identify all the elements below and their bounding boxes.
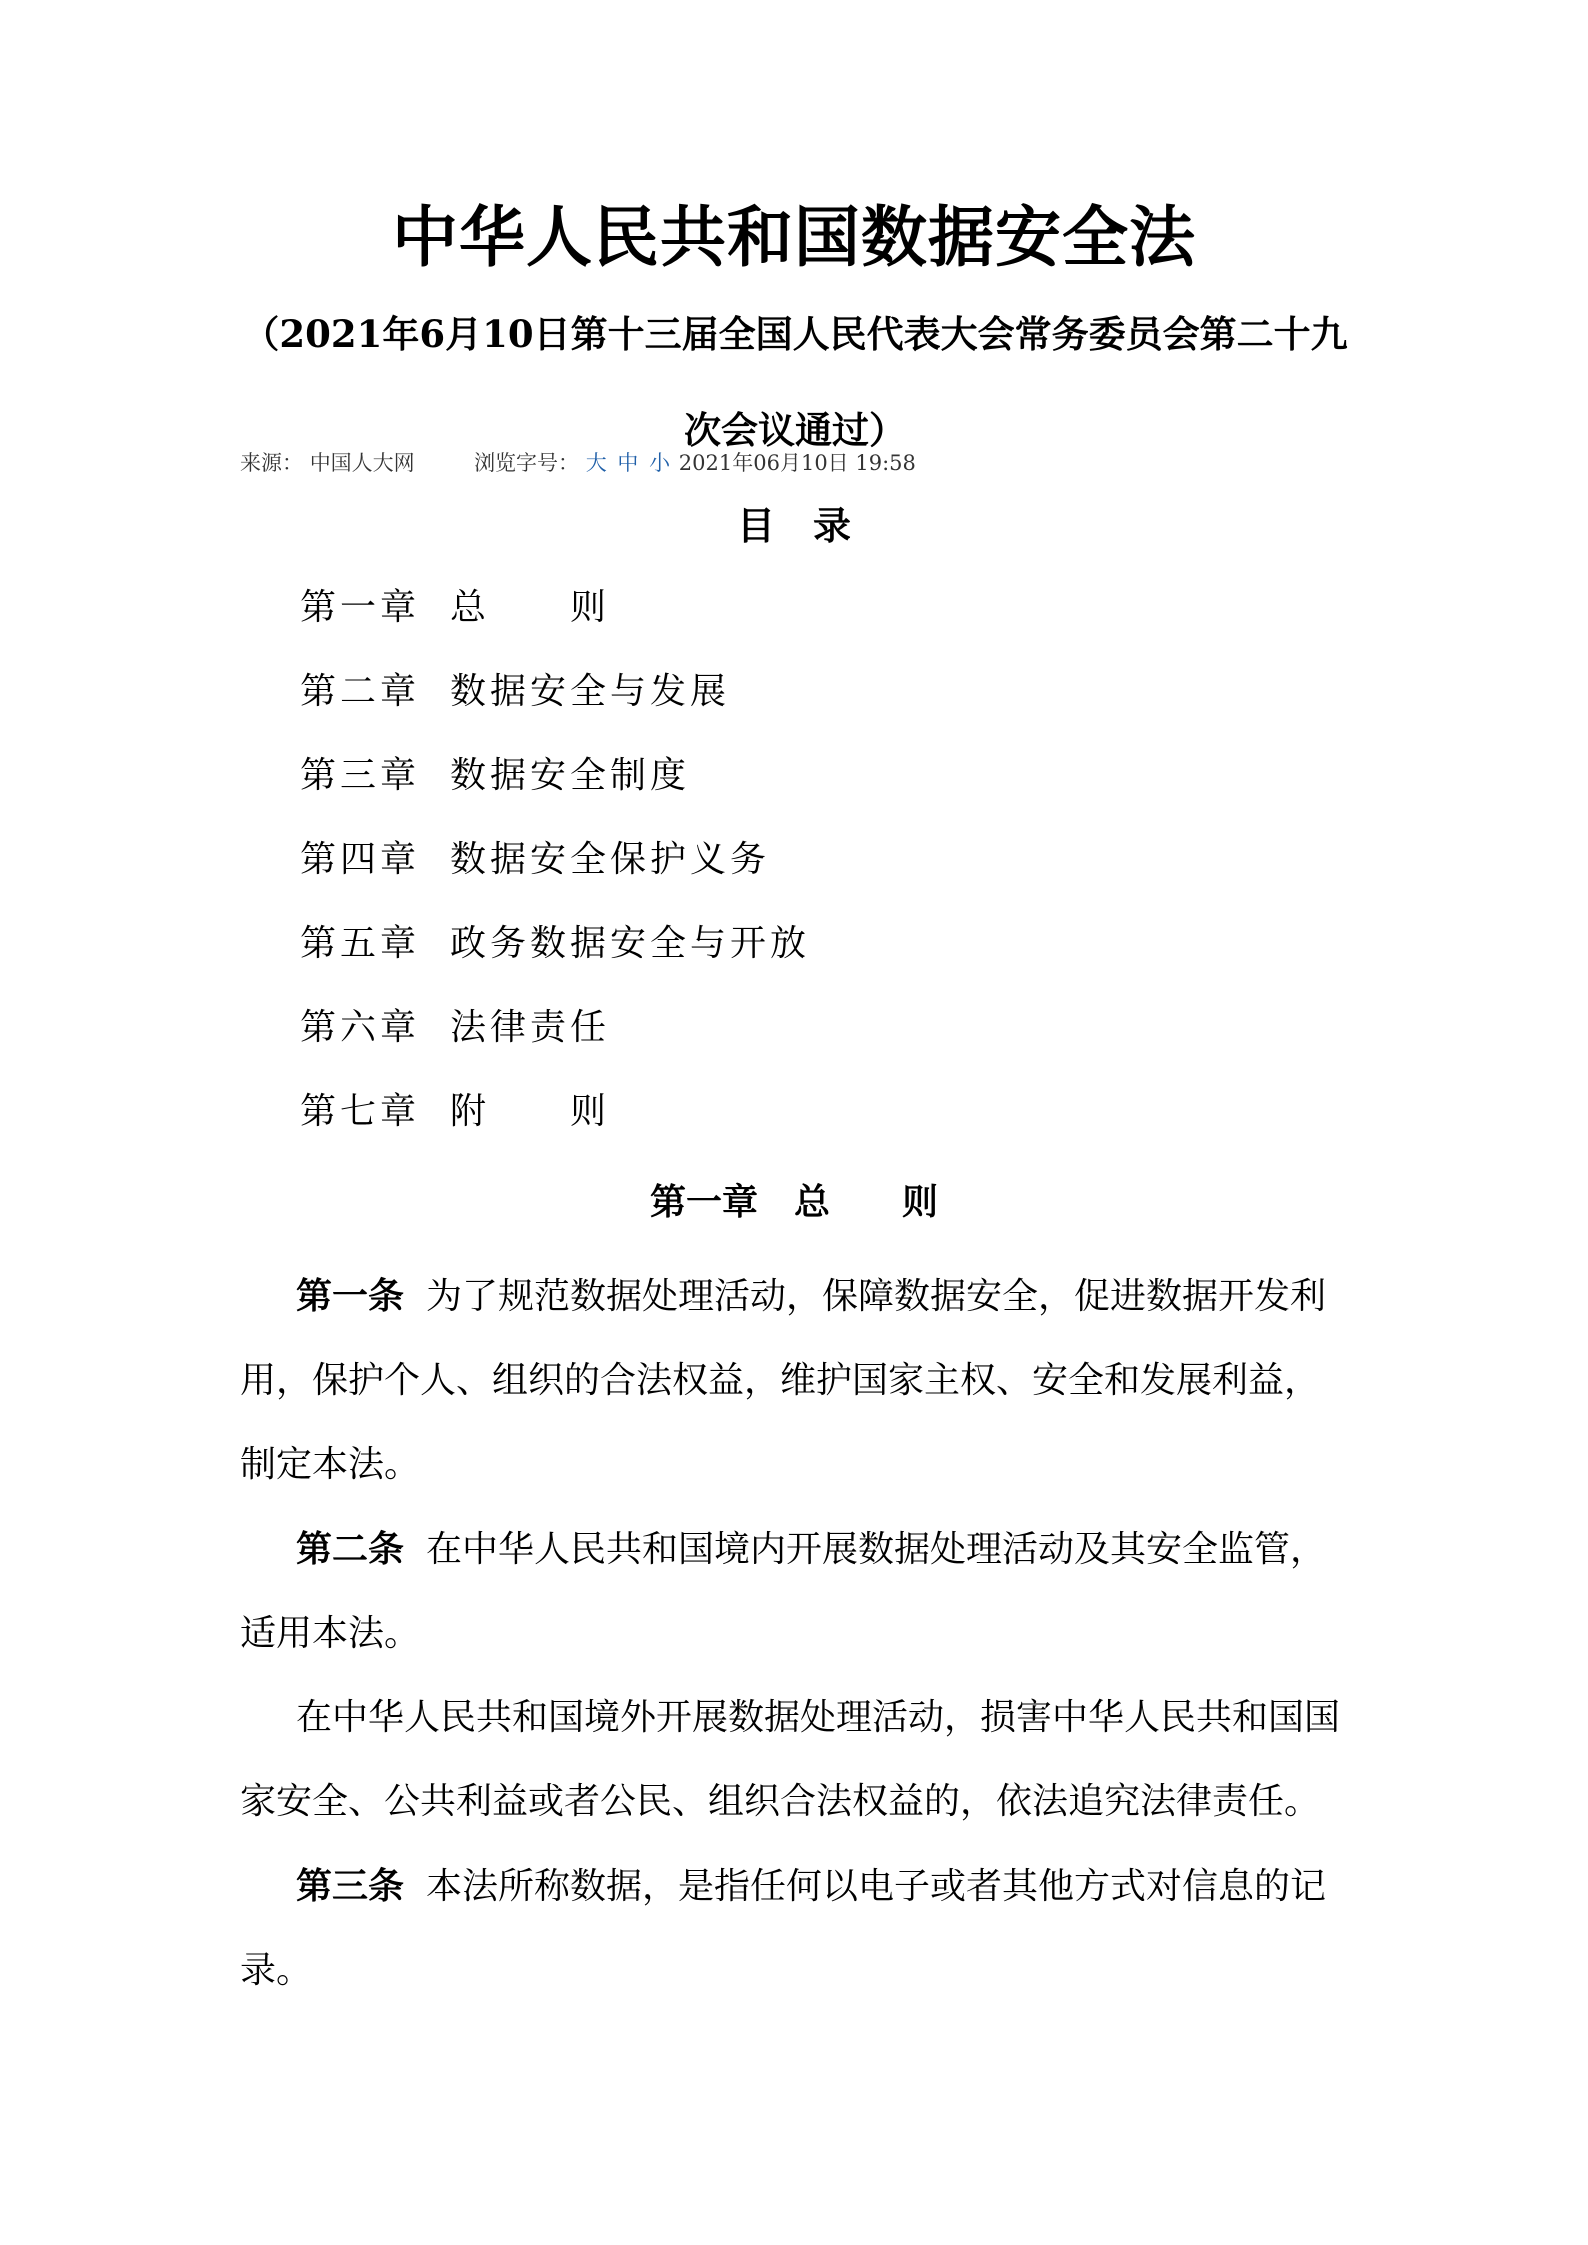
source-meta-line <box>240 448 916 478</box>
toc-chapter-name: 附 则 <box>450 1091 611 1132</box>
document-title: 中华人民共和国数据安全法 <box>392 198 1196 276</box>
toc-chapter-number: 第六章 <box>300 1007 421 1048</box>
article-text: 为了规范数据处理活动，保障数据安全，促进数据开发利用，保护个人、组织的合法权益，维护国家主权、安全和发展利益，制定本法。 <box>240 1276 1327 1485</box>
source-value: 中国人大网 <box>309 451 415 475</box>
toc-item <box>300 578 810 662</box>
toc-chapter-number: 第一章 <box>300 587 421 628</box>
article-text: 本法所称数据，是指任何以电子或者其他方式对信息的记录。 <box>240 1866 1327 1991</box>
article-paragraph <box>240 1254 1355 1507</box>
article-text: 在中华人民共和国境外开展数据处理活动，损害中华人民共和国国家安全、公共利益或者公民、组织合法权益的，依法追究法律责任。 <box>240 1697 1341 1822</box>
toc-item <box>300 830 810 914</box>
document-subtitle: （2021年6月10日第十三届全国人民代表大会常务委员会第二十九次会议通过） <box>242 312 1348 452</box>
article-number: 第三条 <box>296 1865 405 1907</box>
toc-chapter-number: 第三章 <box>300 755 421 796</box>
font-size-options[interactable]: 大 中 小 <box>585 451 673 475</box>
chapter-heading: 第一章 总 则 <box>649 1181 938 1223</box>
table-of-contents <box>300 578 810 1166</box>
toc-chapter-name: 总 则 <box>450 587 611 628</box>
toc-chapter-number: 第五章 <box>300 923 421 964</box>
source-label: 来源： <box>240 451 303 475</box>
chapter-body <box>240 1254 1355 2013</box>
toc-item <box>300 662 810 746</box>
toc-chapter-number: 第四章 <box>300 839 421 880</box>
font-size-label: 浏览字号： <box>474 451 580 475</box>
article-number: 第二条 <box>296 1528 405 1570</box>
article-paragraph <box>240 1507 1355 1676</box>
toc-chapter-name: 数据安全制度 <box>450 755 691 796</box>
toc-item <box>300 998 810 1082</box>
toc-chapter-number: 第二章 <box>300 671 421 712</box>
toc-chapter-name: 法律责任 <box>450 1007 611 1048</box>
toc-item <box>300 914 810 998</box>
toc-heading: 目 录 <box>736 503 851 548</box>
publish-datetime: 2021年06月10日 19:58 <box>678 451 916 475</box>
toc-item <box>300 1082 810 1166</box>
article-number: 第一条 <box>296 1275 405 1317</box>
toc-chapter-name: 政务数据安全与开放 <box>450 923 811 964</box>
article-paragraph <box>240 1844 1355 2013</box>
article-text: 在中华人民共和国境内开展数据处理活动及其安全监管，适用本法。 <box>240 1529 1327 1654</box>
toc-item <box>300 746 810 830</box>
article-paragraph <box>240 1676 1355 1844</box>
toc-chapter-name: 数据安全与发展 <box>450 671 731 712</box>
toc-chapter-number: 第七章 <box>300 1091 421 1132</box>
toc-chapter-name: 数据安全保护义务 <box>450 839 771 880</box>
